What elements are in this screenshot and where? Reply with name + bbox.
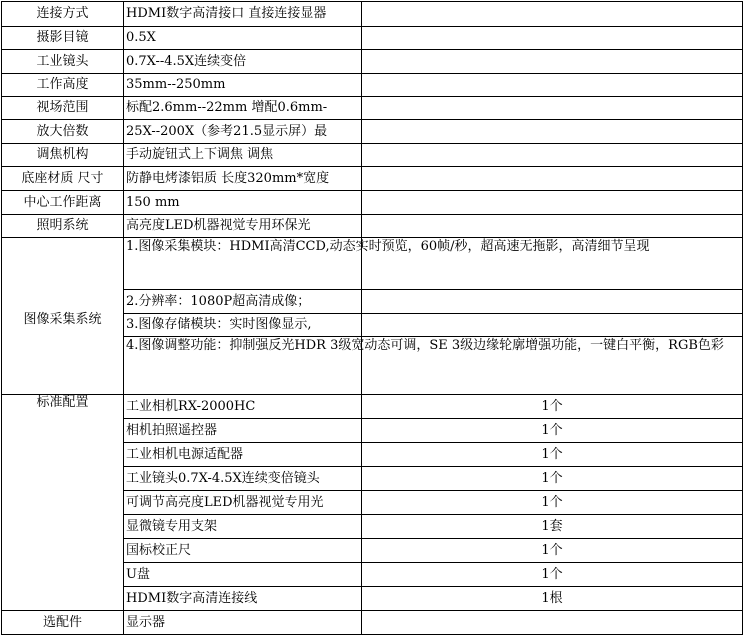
optional-label: 选配件: [2, 611, 124, 635]
spec-value: 手动旋钮式上下调焦 调焦: [124, 144, 362, 167]
empty-cell: [362, 50, 743, 74]
image-system-item: [124, 238, 650, 290]
spec-row: [2, 74, 743, 97]
spec-label: 工作高度: [2, 74, 124, 97]
spec-label: 视场范围: [2, 97, 124, 120]
standard-item-qty: 1个: [362, 563, 743, 587]
standard-item-qty: 1个: [362, 395, 743, 419]
image-system-item: 2.分辨率：1080P超高清成像；: [124, 290, 362, 314]
empty-cell: [362, 167, 743, 191]
empty-cell: [362, 290, 743, 314]
spec-label: 放大倍数: [2, 120, 124, 144]
spec-value: 0.5X: [124, 27, 362, 50]
spec-value: HDMI数字高清接口 直接连接显器: [124, 2, 362, 27]
standard-item-qty: 1套: [362, 515, 743, 539]
image-system-item-text: 4.图像调整功能：抑制强反光HDR 3级宽动态可调，SE 3级边缘轮廓增强功能，一键白平衡，RGB色彩: [126, 337, 724, 353]
image-system-label: 图像采集系统: [2, 238, 124, 395]
spec-row: [2, 97, 743, 120]
standard-item-name: U盘: [124, 563, 362, 587]
empty-cell: [362, 191, 743, 215]
empty-cell: [362, 2, 743, 27]
empty-cell: [362, 611, 743, 635]
standard-item-name: 可调节高亮度LED机器视觉专用光: [124, 491, 362, 515]
spec-label: 摄影目镜: [2, 27, 124, 50]
standard-item-name: 工业镜头0.7X-4.5X连续变倍镜头: [124, 467, 362, 491]
standard-item-name: 显微镜专用支架: [124, 515, 362, 539]
standard-item-name: 相机拍照遥控器: [124, 419, 362, 443]
standard-item-qty: 1个: [362, 443, 743, 467]
spec-row: [2, 144, 743, 167]
empty-cell: [362, 120, 743, 144]
standard-item-qty: 1个: [362, 491, 743, 515]
standard-row: [2, 395, 743, 419]
empty-cell: [362, 97, 743, 120]
spec-label: 工业镜头: [2, 50, 124, 74]
spec-row: [2, 215, 743, 238]
spec-value: 标配2.6mm--22mm 增配0.6mm-: [124, 97, 362, 120]
standard-item-qty: 1个: [362, 419, 743, 443]
spec-row: [2, 27, 743, 50]
standard-item-name: 工业相机RX-2000HC: [124, 395, 362, 419]
standard-item-qty: 1个: [362, 539, 743, 563]
spec-value: 35mm--250mm: [124, 74, 362, 97]
spec-value: 0.7X--4.5X连续变倍: [124, 50, 362, 74]
image-system-item: 3.图像存储模块：实时图像显示,: [124, 314, 362, 337]
spec-value: 高亮度LED机器视觉专用环保光: [124, 215, 362, 238]
spec-value: 150 mm: [124, 191, 362, 215]
image-system-row: [2, 238, 743, 290]
empty-cell: [362, 144, 743, 167]
standard-label: 标准配置: [2, 395, 124, 611]
spec-row: [2, 120, 743, 144]
spec-row: [2, 191, 743, 215]
image-system-item: [124, 337, 724, 395]
standard-item-name: HDMI数字高清连接线: [124, 587, 362, 611]
empty-cell: [362, 27, 743, 50]
standard-item-qty: 1根: [362, 587, 743, 611]
spec-row: [2, 167, 743, 191]
standard-item-name: 工业相机电源适配器: [124, 443, 362, 467]
spec-row: [2, 2, 743, 27]
empty-cell: [362, 74, 743, 97]
spec-label: 连接方式: [2, 2, 124, 27]
standard-item-name: 国标校正尺: [124, 539, 362, 563]
empty-cell: [362, 215, 743, 238]
spec-table: [1, 1, 743, 635]
optional-value: 显示器: [124, 611, 362, 635]
spec-value: 防静电烤漆铝质 长度320mm*宽度: [124, 167, 362, 191]
spec-label: 中心工作距离: [2, 191, 124, 215]
spec-row: [2, 50, 743, 74]
spec-label: 调焦机构: [2, 144, 124, 167]
spec-label: 照明系统: [2, 215, 124, 238]
spec-label: 底座材质 尺寸: [2, 167, 124, 191]
optional-row: [2, 611, 743, 635]
spec-value: 25X--200X（参考21.5显示屏）最: [124, 120, 362, 144]
standard-item-qty: 1个: [362, 467, 743, 491]
empty-cell: [362, 314, 743, 337]
image-system-item-text: 1.图像采集模块：HDMI高清CCD,动态实时预览，60帧/秒，超高速无拖影，高清细节呈现: [126, 238, 650, 254]
